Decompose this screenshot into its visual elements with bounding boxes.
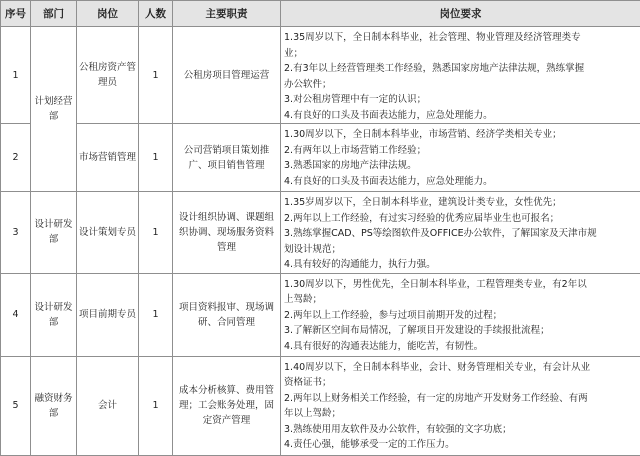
requirement-line: 1.35周岁以下，全日制本科毕业，社会管理、物业管理及经济管理类专 xyxy=(284,30,637,46)
header-row xyxy=(1,1,640,27)
cell-post: 公租房资产管理员 xyxy=(77,27,139,124)
cell-requirements xyxy=(281,124,640,192)
cell-dept: 设计研发部 xyxy=(31,273,77,356)
table-row xyxy=(1,27,640,124)
header-post: 岗位 xyxy=(77,1,139,27)
cell-duty: 设计组织协调、课题组织协调、现场服务资料管理 xyxy=(173,192,281,274)
cell-index: 3 xyxy=(1,192,31,274)
cell-count: 1 xyxy=(139,273,173,356)
table-row xyxy=(1,273,640,356)
requirement-line: 4.具有较好的沟通能力，执行力强。 xyxy=(284,257,637,273)
cell-duty: 公租房项目管理运营 xyxy=(173,27,281,124)
cell-post: 市场营销管理 xyxy=(77,124,139,192)
header-requirements: 岗位要求 xyxy=(281,1,640,27)
header-duty: 主要职责 xyxy=(173,1,281,27)
header-count: 人数 xyxy=(139,1,173,27)
cell-duty: 项目资料报审、现场调研、合同管理 xyxy=(173,273,281,356)
requirement-line: 办公软件； xyxy=(284,77,637,93)
cell-count: 1 xyxy=(139,356,173,455)
cell-duty: 公司营销项目策划推广、项目销售管理 xyxy=(173,124,281,192)
cell-index: 1 xyxy=(1,27,31,124)
cell-requirements xyxy=(281,273,640,356)
cell-index: 4 xyxy=(1,273,31,356)
requirement-line: 4.有良好的口头及书面表达能力，应急处理能力。 xyxy=(284,174,637,190)
table-row xyxy=(1,192,640,274)
requirement-line: 2.两年以上财务相关工作经验，有一定的房地产开发财务工作经验、有两 xyxy=(284,391,637,407)
cell-dept: 计划经营部 xyxy=(31,27,77,192)
requirement-line: 2.两年以上工作经验，参与过项目前期开发的过程； xyxy=(284,308,637,324)
requirement-line: 1.40周岁以下，全日制本科毕业，会计、财务管理相关专业，有会计从业 xyxy=(284,360,637,376)
requirement-line: 4.有良好的口头及书面表达能力，应急处理能力。 xyxy=(284,108,637,124)
table-row xyxy=(1,124,640,192)
requirement-line: 年以上驾龄； xyxy=(284,406,637,422)
cell-duty: 成本分析核算、费用管理；工会账务处理，固定资产管理 xyxy=(173,356,281,455)
cell-index: 5 xyxy=(1,356,31,455)
requirement-line: 3.熟练掌握CAD、PS等绘图软件及OFFICE办公软件，了解国家及天津市规 xyxy=(284,226,637,242)
cell-dept: 设计研发部 xyxy=(31,192,77,274)
cell-requirements xyxy=(281,192,640,274)
requirement-line: 2.有3年以上经营管理类工作经验，熟悉国家房地产法律法规，熟练掌握 xyxy=(284,61,637,77)
requirement-line: 划设计规范； xyxy=(284,242,637,258)
cell-dept: 融资财务部 xyxy=(31,356,77,455)
requirement-line: 3.熟悉国家的房地产法律法规。 xyxy=(284,158,637,174)
requirement-line: 4.责任心强，能够承受一定的工作压力。 xyxy=(284,437,637,453)
requirement-line: 业； xyxy=(284,46,637,62)
table-row xyxy=(1,356,640,455)
requirement-line: 3.了解新区空间布局情况，了解项目开发建设的手续报批流程； xyxy=(284,323,637,339)
requirement-line: 4.具有很好的沟通表达能力，能吃苦，有韧性。 xyxy=(284,339,637,355)
requirement-line: 2.两年以上工作经验，有过实习经验的优秀应届毕业生也可报名； xyxy=(284,211,637,227)
cell-post: 设计策划专员 xyxy=(77,192,139,274)
requirement-line: 3.熟练使用用友软件及办公软件，有较强的文字功底； xyxy=(284,422,637,438)
requirement-line: 1.30周岁以下，男性优先，全日制本科毕业，工程管理类专业，有2年以 xyxy=(284,277,637,293)
cell-requirements xyxy=(281,27,640,124)
requirement-line: 3.对公租房管理中有一定的认识； xyxy=(284,92,637,108)
cell-count: 1 xyxy=(139,124,173,192)
requirement-line: 2.有两年以上市场营销工作经验； xyxy=(284,143,637,159)
cell-count: 1 xyxy=(139,27,173,124)
cell-index: 2 xyxy=(1,124,31,192)
requirement-line: 资格证书； xyxy=(284,375,637,391)
cell-post: 会计 xyxy=(77,356,139,455)
requirement-line: 1.35岁周岁以下，全日制本科毕业，建筑设计类专业，女性优先； xyxy=(284,195,637,211)
header-dept: 部门 xyxy=(31,1,77,27)
cell-count: 1 xyxy=(139,192,173,274)
requirement-line: 上驾龄； xyxy=(284,292,637,308)
cell-post: 项目前期专员 xyxy=(77,273,139,356)
cell-requirements xyxy=(281,356,640,455)
header-index: 序号 xyxy=(1,1,31,27)
requirement-line: 1.30周岁以下，全日制本科毕业，市场营销、经济学类相关专业； xyxy=(284,127,637,143)
